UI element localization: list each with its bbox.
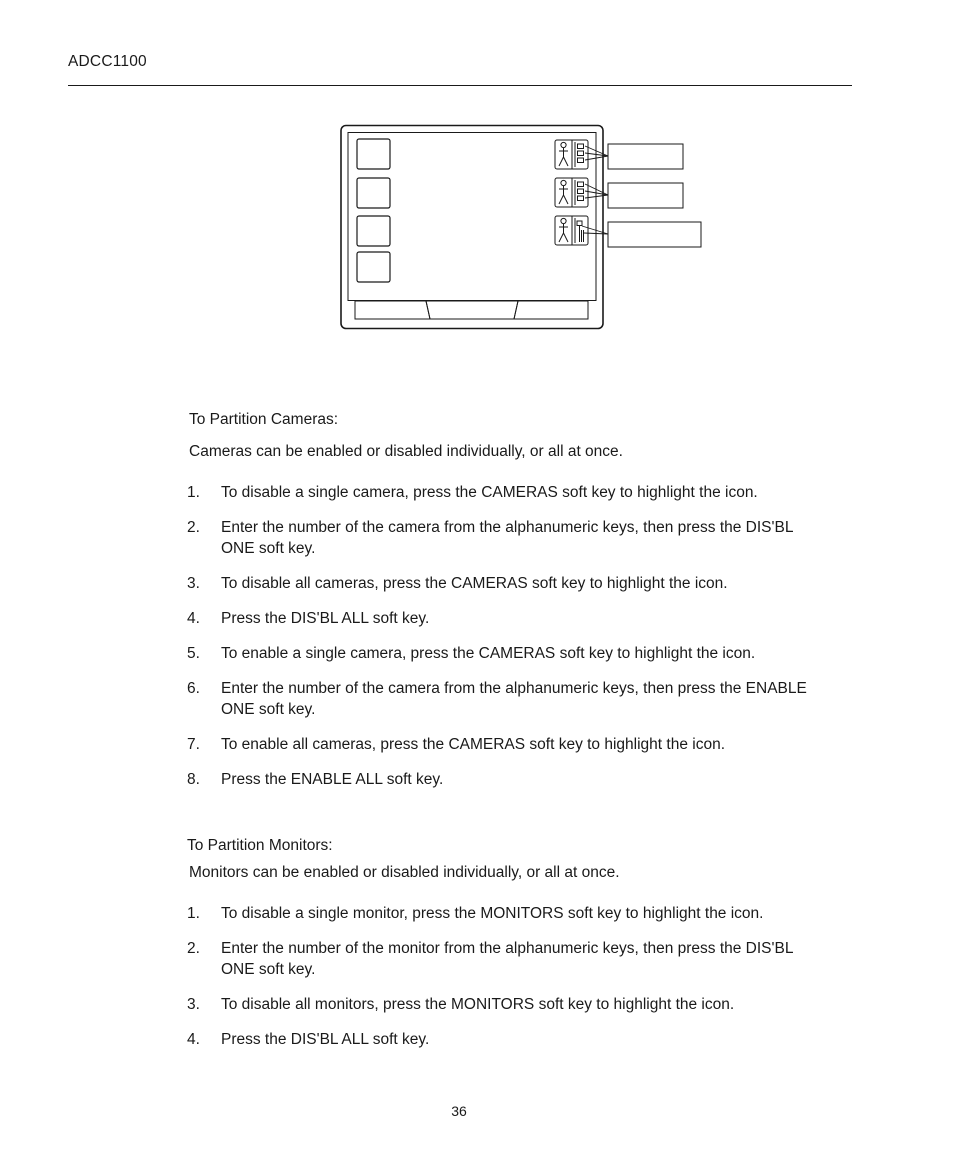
- list-item: 5. To enable a single camera, press the CAMERAS soft key to highlight the icon.: [187, 645, 756, 662]
- soft-key-box-1: [357, 139, 390, 169]
- cameras-steps-list: [187, 482, 837, 790]
- list-item: 3. To disable all monitors, press the MONITORS soft key to highlight the icon.: [187, 996, 735, 1013]
- cameras-section-title: To Partition Cameras:: [189, 411, 339, 428]
- soft-key-box-4: [357, 252, 390, 282]
- list-item: 2. Enter the number of the camera from the alphanumeric keys, then press the DIS'BL ONE soft key.: [187, 519, 793, 557]
- page-number: 36: [451, 1103, 467, 1119]
- list-item: 1. To disable a single monitor, press the MONITORS soft key to highlight the icon.: [187, 905, 764, 922]
- bottom-tab-middle: [426, 301, 518, 319]
- callout-box-1: [608, 144, 683, 169]
- document-title: ADCC1100: [68, 53, 147, 70]
- status-icon-2: [555, 178, 588, 207]
- list-item: 6. Enter the number of the camera from the alphanumeric keys, then press the ENABLE ONE soft key.: [187, 680, 807, 718]
- monitors-steps-list: [187, 903, 847, 1050]
- bottom-tab-right: [514, 301, 588, 319]
- list-item: 4. Press the DIS'BL ALL soft key.: [187, 610, 430, 627]
- soft-key-box-3: [357, 216, 390, 246]
- bottom-tab-left: [355, 301, 430, 319]
- callout-leaders: [582, 146, 608, 234]
- list-item: 2. Enter the number of the monitor from the alphanumeric keys, then press the DIS'BL ONE soft key.: [187, 940, 793, 978]
- list-item: 1. To disable a single camera, press the CAMERAS soft key to highlight the icon.: [187, 484, 758, 501]
- status-icon-3: [555, 216, 588, 245]
- callout-box-3: [608, 222, 701, 247]
- lcd-screen-diagram: [0, 0, 954, 360]
- monitors-section-intro: Monitors can be enabled or disabled individually, or all at once.: [189, 864, 620, 881]
- cameras-section-intro: Cameras can be enabled or disabled individually, or all at once.: [189, 443, 623, 460]
- list-item: 8. Press the ENABLE ALL soft key.: [187, 771, 444, 788]
- list-item: 3. To disable all cameras, press the CAMERAS soft key to highlight the icon.: [187, 575, 728, 592]
- monitors-section-title: To Partition Monitors:: [187, 837, 333, 854]
- status-icon-1: [555, 140, 588, 169]
- list-item: 7. To enable all cameras, press the CAMERAS soft key to highlight the icon.: [187, 736, 725, 753]
- list-item: 4. Press the DIS'BL ALL soft key.: [187, 1031, 430, 1048]
- soft-key-box-2: [357, 178, 390, 208]
- callout-box-2: [608, 183, 683, 208]
